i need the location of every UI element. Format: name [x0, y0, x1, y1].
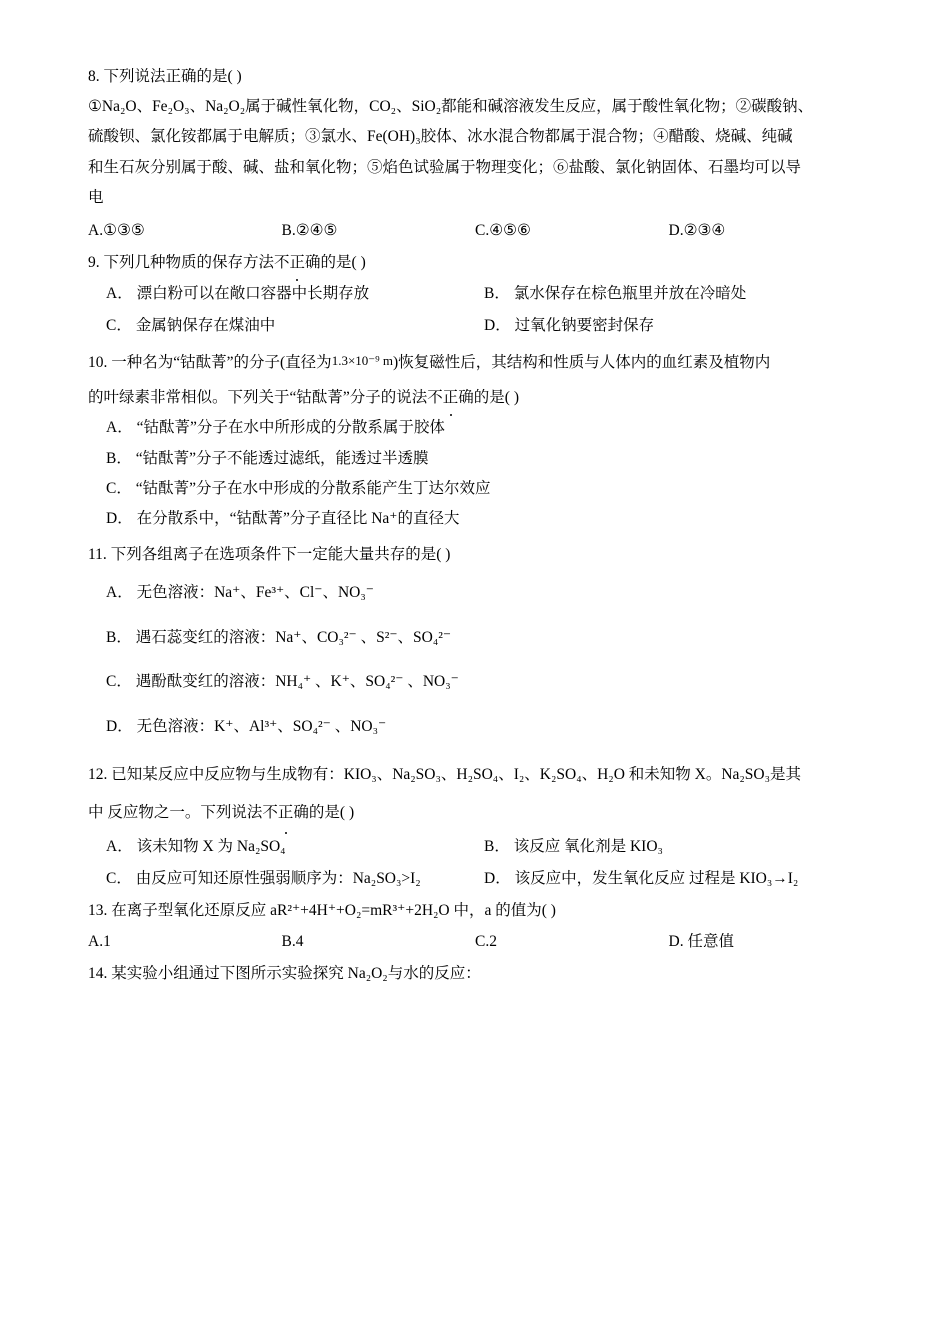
question-11-stem [88, 540, 862, 570]
question-8-option-d[interactable]: D.②③④ [668, 222, 726, 240]
question-12-options-row-2 [88, 863, 862, 896]
question-11-option-c[interactable]: C． 遇酚酞变红的溶液：NH₄⁺ 、K⁺、SO₄²⁻ 、NO₃⁻ [106, 673, 459, 691]
question-9-option-b[interactable]: B． 氯水保存在棕色瓶里并放在冷暗处 [484, 284, 747, 302]
question-13-options [88, 926, 862, 959]
question-10-stem-line-1 [88, 343, 862, 383]
question-14-stem-text: 某实验小组通过下图所示实验探究 Na₂O₂与水的反应： [111, 964, 481, 982]
question-12-option-c[interactable]: C． 由反应可知还原性强弱顺序为：Na₂SO₃>I₂ [106, 870, 421, 888]
question-8-options [88, 215, 862, 248]
question-8-option-b[interactable]: B.②④⑤ [281, 222, 338, 240]
question-12-stem-emphasis: 不正确 [262, 794, 309, 831]
question-12-option-b[interactable]: B． 该反应 氧化剂是 KIO₃ [484, 837, 663, 855]
question-14 [88, 959, 862, 989]
question-8-body-line-1: ①Na₂O、Fe₂O₃、Na₂O₂属于碱性氧化物，CO₂、SiO₂都能和碱溶液发生反应，属于酸性氧化物；②碳酸钠、 [88, 98, 814, 116]
question-13-option-c[interactable]: C.2 [475, 933, 497, 950]
question-9-stem [88, 248, 862, 278]
question-9-stem-post: 的是( ) [320, 253, 366, 271]
question-14-stem [88, 959, 862, 989]
question-13-stem [88, 896, 862, 926]
question-10-option-c[interactable]: C． “钴酞菁”分子在水中形成的分散系能产生丁达尔效应 [106, 479, 491, 497]
question-11-option-d[interactable]: D． 无色溶液：K⁺、Al³⁺、SO₄²⁻ 、NO₃⁻ [106, 718, 387, 736]
question-12-options-row-1 [88, 831, 862, 864]
question-13-option-d[interactable]: D. 任意值 [668, 933, 734, 950]
question-13-option-b[interactable]: B.4 [281, 933, 304, 950]
question-11-option-a[interactable]: A． 无色溶液：Na⁺、Fe³⁺、Cl⁻、NO₃⁻ [106, 583, 374, 601]
question-9-option-a[interactable]: A． 漂白粉可以在敞口容器中长期存放 [106, 284, 370, 302]
question-9-options-row-1 [88, 278, 862, 311]
question-13-stem-text: 在离子型氧化还原反应 aR²⁺+4H⁺+O₂=mR³⁺+2H₂O 中，a 的值为( ) [111, 901, 556, 919]
question-10-stem-part-1: 一种名为“钴酞菁”的分子(直径为 [111, 353, 332, 371]
question-12-stem-line-2 [88, 794, 862, 831]
question-13-option-a[interactable]: A.1 [88, 933, 111, 950]
question-12-stem-text-2: 中 反应物之一。下列说法 [88, 803, 263, 821]
question-12-stem-line-1 [88, 756, 862, 793]
question-9 [88, 248, 862, 343]
question-8-body-line-2: 硫酸钡、氯化铵都属于电解质；③氯水、Fe(OH)₃胶体、冰水混合物都属于混合物；④醋酸、烧碱、纯碱 [88, 128, 793, 146]
question-8-number: 8. [88, 68, 100, 85]
question-8-body-line-4: 电 [88, 188, 104, 206]
question-8-option-a[interactable]: A.①③⑤ [88, 222, 145, 240]
question-10-option-d[interactable]: D． 在分散系中，“钴酞菁”分子直径比 Na⁺的直径大 [106, 510, 460, 528]
question-9-stem-emphasis: 不正确 [274, 248, 321, 278]
question-10-stem-line-2 [88, 383, 862, 413]
question-13-number: 13. [88, 901, 108, 919]
question-11-stem-text: 下列各组离子在选项条件下一定能大量共存的是( ) [110, 546, 451, 564]
question-10-option-b[interactable]: B． “钴酞菁”分子不能透过滤纸，能透过半透膜 [106, 449, 429, 467]
question-12-option-d[interactable]: D． 该反应中，发生氧化反应 过程是 KIO₃→I₂ [484, 870, 799, 888]
question-11-option-b[interactable]: B． 遇石蕊变红的溶液：Na⁺、CO₃²⁻ 、S²⁻、SO₄²⁻ [106, 628, 452, 646]
question-8-option-c[interactable]: C.④⑤⑥ [475, 222, 531, 240]
question-13 [88, 896, 862, 959]
question-12-option-a[interactable]: A． 该未知物 X 为 Na₂SO₄ [106, 837, 286, 855]
question-12-stem-text-1: 已知某反应中反应物与生成物有：KIO₃、Na₂SO₃、H₂SO₄、I₂、K₂SO₄、H₂O 和未知物 X。Na₂SO₃是其 [111, 766, 802, 784]
question-9-stem-pre: 下列几种物质的保存方法 [103, 253, 275, 271]
question-10-stem-part-2: )恢复磁性后，其结构和性质与人体内的血红素及植物内 [393, 353, 771, 371]
question-9-number: 9. [88, 253, 100, 271]
question-10-number: 10. [88, 353, 108, 371]
question-9-option-d[interactable]: D． 过氧化钠要密封保存 [484, 317, 655, 335]
question-9-options-row-2 [88, 310, 862, 343]
question-10-stem-part-4: 的是( ) [473, 389, 519, 407]
question-10-stem-part-3: 的叶绿素非常相似。下列关于“钴酞菁”分子的说法 [88, 389, 428, 407]
question-9-option-c[interactable]: C． 金属钠保存在煤油中 [106, 317, 276, 335]
question-8 [88, 62, 862, 248]
question-12-number: 12. [88, 766, 108, 784]
question-10-stem-emphasis: 不正确 [427, 383, 474, 413]
question-12 [88, 756, 862, 895]
question-10-option-a[interactable]: A． “钴酞菁”分子在水中所形成的分散系属于胶体 [106, 419, 445, 437]
question-14-number: 14. [88, 964, 108, 982]
question-11-number: 11. [88, 546, 107, 564]
question-11 [88, 540, 862, 750]
question-8-body-line-3: 和生石灰分别属于酸、碱、盐和氧化物；⑤焰色试验属于物理变化；⑥盐酸、氯化钠固体、石墨均可以导 [88, 158, 802, 176]
question-8-stem-text: 下列说法正确的是( ) [103, 68, 242, 85]
question-10-diameter-value: 1.3×10⁻⁹ m [331, 352, 394, 368]
question-8-stem [88, 62, 862, 92]
question-12-stem-text-3: 的是( ) [308, 803, 355, 821]
question-10 [88, 343, 862, 534]
